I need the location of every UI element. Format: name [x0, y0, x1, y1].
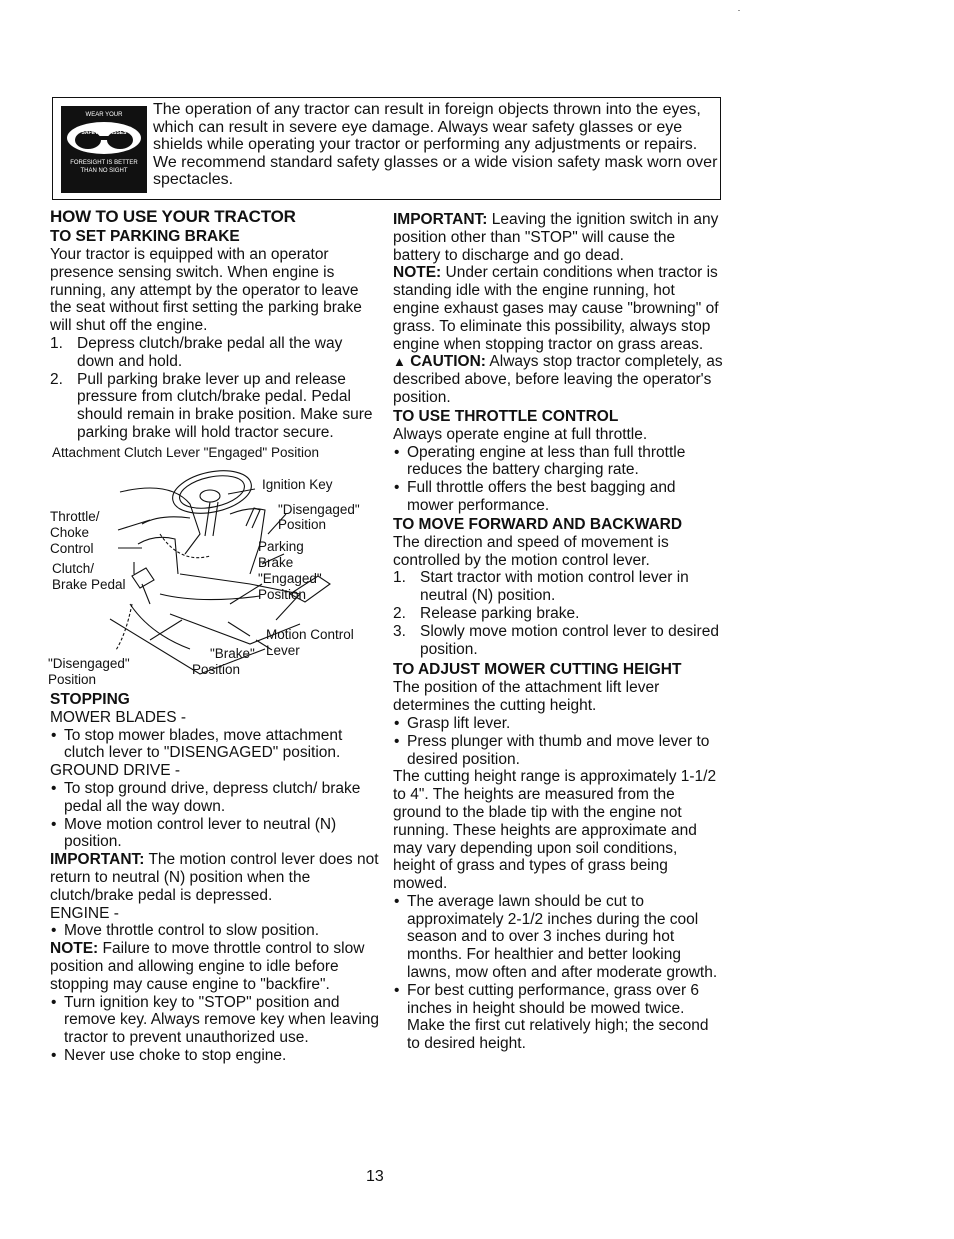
label-disengaged-top-1: "Disengaged" — [278, 501, 360, 517]
move-intro: The direction and speed of movement is controlled by the motion control lever. — [393, 533, 669, 569]
safety-warning-box — [52, 97, 721, 200]
label-brake-position-2: Position — [192, 661, 241, 677]
adjust-paragraph: The cutting height range is approximately 1-1/2 to 4". The heights are measured from the ground to the blade tip with the engine not running. These heights are approximate and may vary depending upon soil conditions, height of grass and types of grass being mowed. — [393, 768, 717, 893]
label-parking-4: Position — [258, 586, 307, 602]
note-left: NOTE: Failure to move throttle control to slow position and allowing engine to idle before stopping may cause engine to "backfire". — [50, 940, 365, 993]
adjust-bullets — [393, 715, 723, 768]
scan-mark — [738, 10, 740, 11]
label-motion-control-1: Motion Control — [266, 626, 354, 642]
parking-steps — [50, 335, 380, 442]
list-item: 1. Depress clutch/brake pedal all the way down and hold. — [50, 334, 343, 370]
label-disengaged-top-2: Position — [278, 516, 327, 532]
list-item: 1. Start tractor with motion control lever in neutral (N) position. — [393, 569, 689, 605]
list-item: • Turn ignition key to "STOP" position and remove key. Always remove key when leaving tractor to prevent unauthorized use. — [50, 994, 380, 1047]
label-ignition-key: Ignition Key — [262, 476, 333, 492]
caution-icon: ▲ — [393, 354, 406, 370]
label-throttle-3: Control — [50, 540, 94, 556]
label-parking-3: "Engaged" — [258, 570, 322, 586]
list-item: • To stop ground drive, depress clutch/ brake pedal all the way down. — [50, 780, 380, 816]
right-column — [393, 207, 723, 1053]
list-item: • Press plunger with thumb and move lever to desired position. — [393, 733, 723, 769]
adjust-intro: The position of the attachment lift lever determines the cutting height. — [393, 679, 660, 715]
list-item: 3. Slowly move motion control lever to desired position. — [393, 622, 719, 658]
engine-bullets — [50, 922, 380, 940]
page-number: 13 — [366, 1168, 384, 1185]
label-parking-2: Brake — [258, 554, 294, 570]
label-clutch-1: Clutch/ — [52, 560, 95, 576]
warning-text: The operation of any tractor can result in foreign objects thrown into the eyes, which can result in severe eye damage. Always wear safety glasses or eye shields while operating your tractor or performing any adjustments or repairs. We recommend standard safety glasses or a wide vision safety mask worn over spectacles. — [153, 101, 718, 188]
label-parking-1: Parking — [258, 538, 304, 554]
list-item: • Move motion control lever to neutral (N) position. — [50, 816, 380, 852]
move-steps — [393, 569, 723, 658]
tractor-controls-diagram — [50, 444, 380, 690]
caution-note: ▲ CAUTION: Always stop tractor completely, as described above, before leaving the operator's position. — [393, 353, 723, 406]
mower-blades-label: MOWER BLADES - — [50, 708, 187, 726]
list-item: • Operating engine at less than full throttle reduces the battery charging rate. — [393, 444, 723, 480]
section-title: HOW TO USE YOUR TRACTOR — [50, 207, 296, 226]
adjust-bullets-2 — [393, 893, 723, 1053]
list-item: • For best cutting performance, grass over 6 inches in height should be mowed twice. Make the first cut relatively high; the second to desired height. — [393, 982, 723, 1053]
list-item: • Grasp lift lever. — [393, 715, 723, 733]
list-item: 2. Release parking brake. — [393, 604, 580, 622]
list-item: • To stop mower blades, move attachment clutch lever to "DISENGAGED" position. — [50, 727, 380, 763]
list-item: 2. Pull parking brake lever up and release pressure from clutch/brake pedal. Pedal should remain in brake position. Make sure parking brake will hold tractor secure. — [50, 370, 373, 441]
label-disengaged-bottom-1: "Disengaged" — [48, 655, 130, 671]
ground-bullets — [50, 780, 380, 851]
badge-bottom-text-1: FORESIGHT IS BETTER — [70, 160, 138, 166]
list-item: • Never use choke to stop engine. — [50, 1047, 380, 1065]
parking-intro: Your tractor is equipped with an operator presence sensing switch. When engine is running, any attempt by the operator to leave the seat without first setting the parking brake will shut off the engine. — [50, 246, 362, 335]
important-note-left: IMPORTANT: The motion control lever does not return to neutral (N) position when the clutch/brake pedal is depressed. — [50, 851, 379, 904]
throttle-heading: TO USE THROTTLE CONTROL — [393, 407, 619, 425]
note-right: NOTE: Under certain conditions when tractor is standing idle with the engine running, hot engine exhaust gases may cause "browning" of grass. To eliminate this possibility, always stop engine when stopping tractor on grass areas. — [393, 264, 719, 353]
throttle-intro: Always operate engine at full throttle. — [393, 425, 648, 443]
safety-glasses-badge — [61, 106, 147, 193]
engine-bullets-2 — [50, 994, 380, 1065]
list-item: • Move throttle control to slow position. — [50, 922, 380, 940]
throttle-bullets — [393, 444, 723, 515]
label-throttle-1: Throttle/ — [50, 508, 100, 524]
diagram-caption: Attachment Clutch Lever "Engaged" Position — [52, 444, 319, 460]
label-disengaged-bottom-2: Position — [48, 671, 97, 687]
label-throttle-2: Choke — [50, 524, 90, 540]
parking-heading: TO SET PARKING BRAKE — [50, 228, 240, 245]
stopping-heading: STOPPING — [50, 690, 130, 708]
badge-middle-text: SAFETY GLASSES — [81, 130, 127, 136]
label-motion-control-2: Lever — [266, 642, 300, 658]
list-item: • The average lawn should be cut to approximately 2-1/2 inches during the cool season and to over 3 inches during hot months. For healthier and better looking lawns, mow often and after moderate growth. — [393, 893, 723, 982]
important-note-right: IMPORTANT: Leaving the ignition switch in any position other than "STOP" will cause the battery to discharge and go dead. — [393, 211, 719, 264]
list-item: • Full throttle offers the best bagging and mower performance. — [393, 479, 723, 515]
label-brake-position-1: "Brake" — [210, 645, 255, 661]
mower-bullets — [50, 727, 380, 763]
label-clutch-2: Brake Pedal — [52, 576, 126, 592]
badge-bottom-text-2: THAN NO SIGHT — [80, 168, 128, 174]
adjust-heading: TO ADJUST MOWER CUTTING HEIGHT — [393, 661, 682, 679]
badge-top-text: WEAR YOUR — [85, 112, 123, 118]
engine-label: ENGINE - — [50, 904, 119, 922]
safety-glasses-icon — [61, 106, 147, 193]
ground-drive-label: GROUND DRIVE - — [50, 762, 181, 780]
move-heading: TO MOVE FORWARD AND BACKWARD — [393, 515, 683, 533]
left-column — [50, 207, 380, 1065]
